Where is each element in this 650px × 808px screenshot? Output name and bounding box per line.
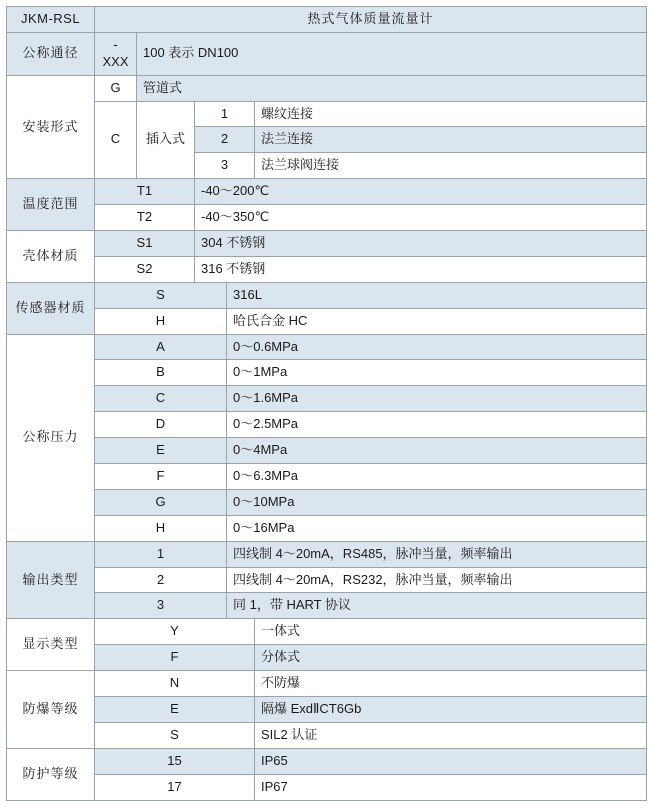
code-explosion-e: E xyxy=(95,697,255,723)
code-temperature-t2: T2 xyxy=(95,205,195,231)
table-row-output-2 xyxy=(7,567,647,593)
code-mounting-c: C xyxy=(95,101,137,179)
value-output-3: 同 1，带 HART 协议 xyxy=(227,593,647,619)
value-sensor-h: 哈氏合金 HC xyxy=(227,308,647,334)
code-mounting-g: G xyxy=(95,75,137,101)
value-explosion-n: 不防爆 xyxy=(255,671,647,697)
table-row-display-2 xyxy=(7,645,647,671)
code-pressure-f: F xyxy=(95,464,227,490)
table-row-sensor-material-1 xyxy=(7,282,647,308)
code-shell-s1: S1 xyxy=(95,231,195,257)
row-label-temperature-range: 温度范围 xyxy=(7,179,95,231)
code-output-3: 3 xyxy=(95,593,227,619)
value-pressure-e: 0～4MPa xyxy=(227,438,647,464)
table-row-pressure-b xyxy=(7,360,647,386)
code-sensor-h: H xyxy=(95,308,227,334)
value-pressure-f: 0～6.3MPa xyxy=(227,464,647,490)
model-code: JKM-RSL xyxy=(7,7,95,33)
value-protection-15: IP65 xyxy=(255,748,647,774)
value-shell-s2: 316 不锈钢 xyxy=(195,256,647,282)
value-pressure-d: 0～2.5MPa xyxy=(227,412,647,438)
value-display-f: 分体式 xyxy=(255,645,647,671)
row-label-display-type: 显示类型 xyxy=(7,619,95,671)
value-pressure-a: 0～0.6MPa xyxy=(227,334,647,360)
table-row-pressure-e xyxy=(7,438,647,464)
row-label-nominal-diameter: 公称通径 xyxy=(7,32,95,75)
value-explosion-s: SIL2 认证 xyxy=(255,722,647,748)
code-pressure-e: E xyxy=(95,438,227,464)
value-pressure-b: 0～1MPa xyxy=(227,360,647,386)
table-row-pressure-f xyxy=(7,464,647,490)
value-pressure-h: 0～16MPa xyxy=(227,515,647,541)
specification-table xyxy=(6,6,647,801)
table-row-sensor-material-2 xyxy=(7,308,647,334)
table-row-explosion-1 xyxy=(7,671,647,697)
value-output-1: 四线制 4～20mA，RS485，脉冲当量，频率输出 xyxy=(227,541,647,567)
value-explosion-e: 隔爆 ExdⅡCT6Gb xyxy=(255,697,647,723)
table-row-shell-material-2 xyxy=(7,256,647,282)
code-explosion-n: N xyxy=(95,671,255,697)
table-row-protection-2 xyxy=(7,774,647,800)
table-row-protection-1 xyxy=(7,748,647,774)
value-temperature-t2: -40～350℃ xyxy=(195,205,647,231)
value-mounting-pipe: 管道式 xyxy=(137,75,647,101)
code-mounting-2: 2 xyxy=(195,127,255,153)
code-output-1: 1 xyxy=(95,541,227,567)
value-display-y: 一体式 xyxy=(255,619,647,645)
value-shell-s1: 304 不锈钢 xyxy=(195,231,647,257)
table-row-nominal-diameter xyxy=(7,32,647,75)
table-row-pressure-h xyxy=(7,515,647,541)
table-row-pressure-a xyxy=(7,334,647,360)
page-title: 热式气体质量流量计 xyxy=(95,7,647,33)
code-pressure-g: G xyxy=(95,489,227,515)
value-sensor-s: 316L xyxy=(227,282,647,308)
code-pressure-a: A xyxy=(95,334,227,360)
table-row-display-1 xyxy=(7,619,647,645)
table-row-output-1 xyxy=(7,541,647,567)
row-label-nominal-pressure: 公称压力 xyxy=(7,334,95,541)
table-row-mounting-1 xyxy=(7,75,647,101)
value-mounting-thread: 螺纹连接 xyxy=(255,101,647,127)
code-protection-15: 15 xyxy=(95,748,255,774)
code-mounting-1: 1 xyxy=(195,101,255,127)
table-row-header xyxy=(7,7,647,33)
value-mounting-flange: 法兰连接 xyxy=(255,127,647,153)
table-row-pressure-d xyxy=(7,412,647,438)
row-label-explosion-proof: 防爆等级 xyxy=(7,671,95,749)
table-row-temperature-2 xyxy=(7,205,647,231)
code-explosion-s: S xyxy=(95,722,255,748)
code-display-y: Y xyxy=(95,619,255,645)
row-label-mounting: 安装形式 xyxy=(7,75,95,179)
code-pressure-h: H xyxy=(95,515,227,541)
code-pressure-b: B xyxy=(95,360,227,386)
table-row-pressure-g xyxy=(7,489,647,515)
table-row-mounting-2 xyxy=(7,101,647,127)
table-row-explosion-2 xyxy=(7,697,647,723)
value-mounting-ballvalve: 法兰球阀连接 xyxy=(255,153,647,179)
value-nominal-diameter: 100 表示 DN100 xyxy=(137,32,647,75)
code-pressure-d: D xyxy=(95,412,227,438)
code-nominal-diameter: -XXX xyxy=(95,32,137,75)
code-display-f: F xyxy=(95,645,255,671)
value-pressure-g: 0～10MPa xyxy=(227,489,647,515)
value-temperature-t1: -40～200℃ xyxy=(195,179,647,205)
code-pressure-c: C xyxy=(95,386,227,412)
row-label-protection-grade: 防护等级 xyxy=(7,748,95,800)
table-row-temperature-1 xyxy=(7,179,647,205)
code-temperature-t1: T1 xyxy=(95,179,195,205)
code-output-2: 2 xyxy=(95,567,227,593)
row-label-output-type: 输出类型 xyxy=(7,541,95,619)
code-mounting-3: 3 xyxy=(195,153,255,179)
row-label-sensor-material: 传感器材质 xyxy=(7,282,95,334)
code-sensor-s: S xyxy=(95,282,227,308)
value-pressure-c: 0～1.6MPa xyxy=(227,386,647,412)
value-output-2: 四线制 4～20mA，RS232，脉冲当量，频率输出 xyxy=(227,567,647,593)
code-shell-s2: S2 xyxy=(95,256,195,282)
table-row-shell-material-1 xyxy=(7,231,647,257)
row-label-shell-material: 壳体材质 xyxy=(7,231,95,283)
code-protection-17: 17 xyxy=(95,774,255,800)
table-row-pressure-c xyxy=(7,386,647,412)
value-protection-17: IP67 xyxy=(255,774,647,800)
table-row-output-3 xyxy=(7,593,647,619)
value-mounting-insert: 插入式 xyxy=(137,101,195,179)
table-row-explosion-3 xyxy=(7,722,647,748)
